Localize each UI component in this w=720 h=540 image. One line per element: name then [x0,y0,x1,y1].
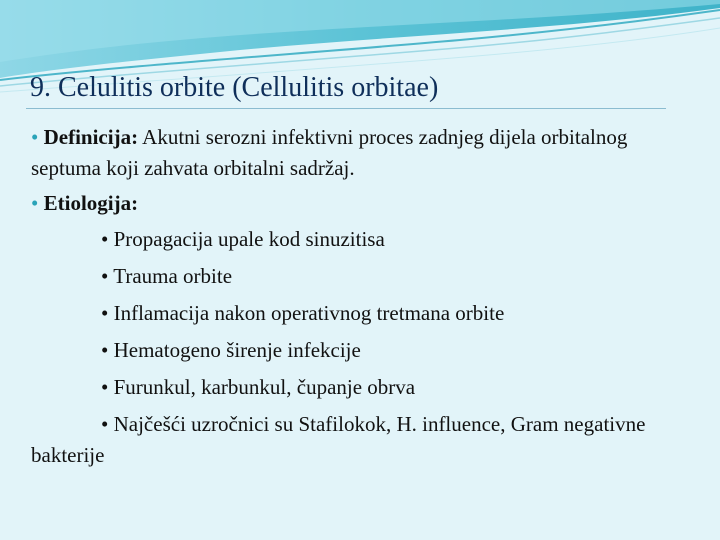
definition-text: Akutni serozni infektivni proces zadnjeg dijela orbitalnog septuma koji zahvata orbitalni sadržaj. [31,125,628,180]
etiology-label: Etiologija: [43,191,139,215]
slide-body [31,122,681,471]
etiology-item: • Najčešći uzročnici su Stafilokok, H. influence, Gram negativne bakterije [31,412,646,467]
title-divider [26,108,666,109]
slide-title: 9. Celulitis orbite (Cellulitis orbitae) [30,72,439,103]
etiology-item: • Hematogeno širenje infekcije [101,338,361,362]
etiology-heading [31,188,681,219]
etiology-item: • Propagacija upale kod sinuzitisa [101,227,385,251]
definition-label: Definicija: [43,125,139,149]
bullet-dot-icon: • [31,125,39,149]
etiology-item: • Inflamacija nakon operativnog tretmana orbite [101,301,505,325]
definition-paragraph [31,122,681,184]
etiology-item: • Trauma orbite [101,264,233,288]
etiology-item: • Furunkul, karbunkul, čupanje obrva [101,375,416,399]
bullet-dot-icon: • [31,191,39,215]
